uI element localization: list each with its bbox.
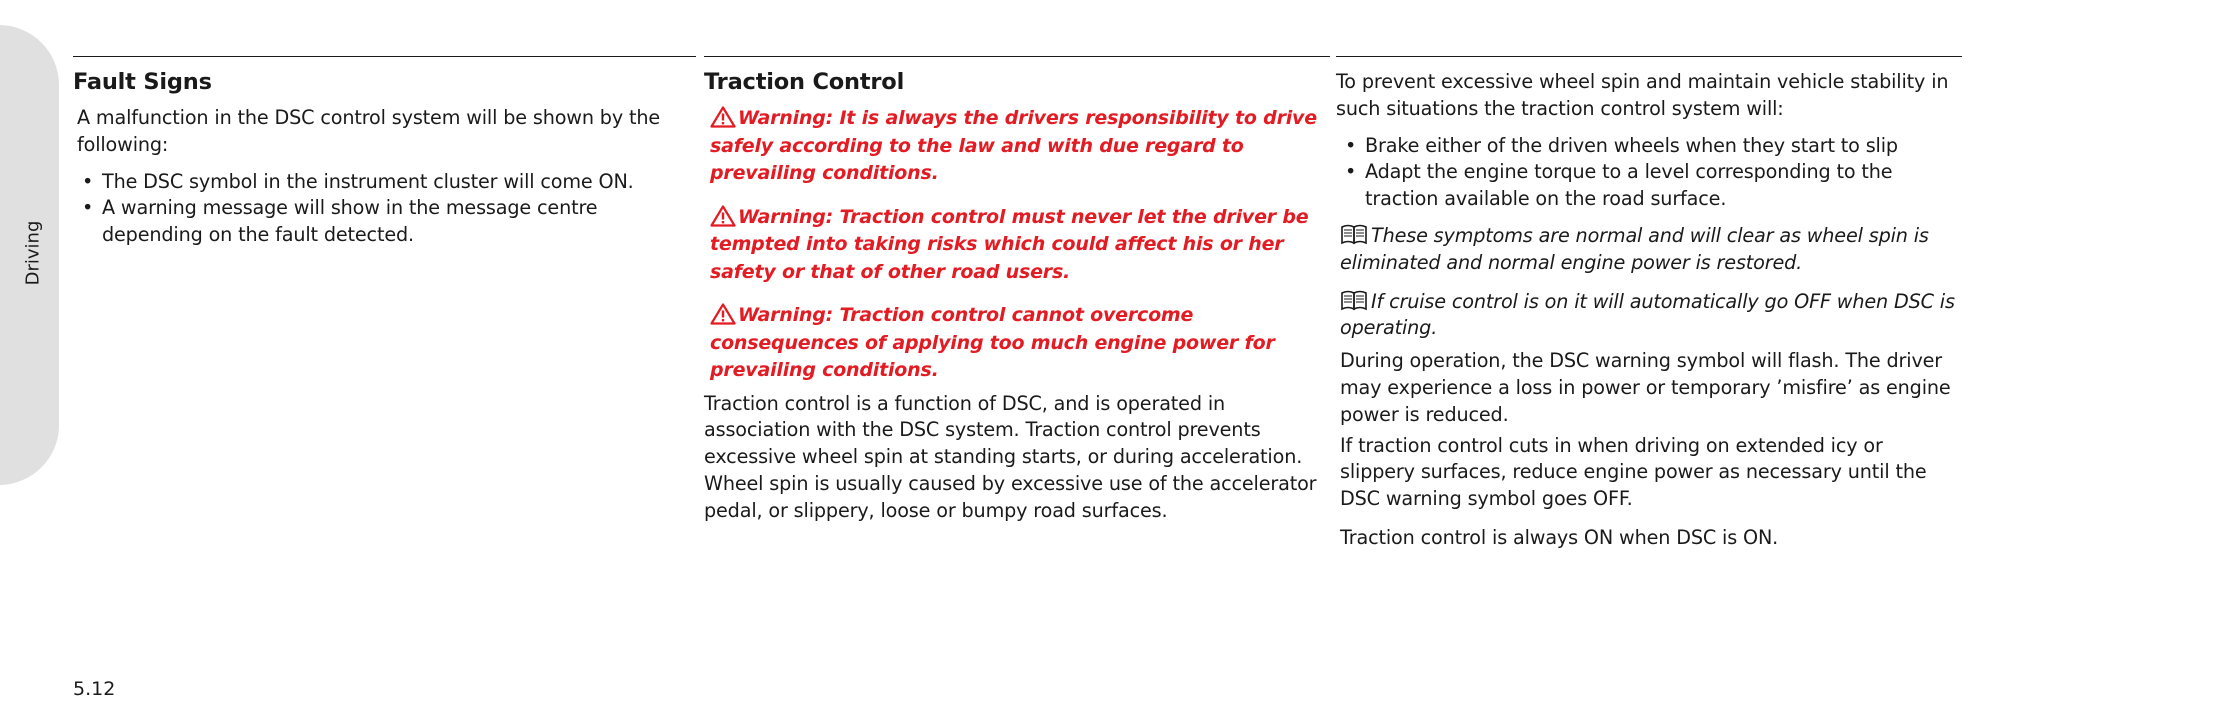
note-paragraph: If cruise control is on it will automatically go OFF when DSC is operating. bbox=[1340, 289, 1955, 340]
traction-actions-list bbox=[1340, 133, 1962, 213]
fault-signs-section bbox=[73, 56, 696, 259]
fault-signs-list bbox=[77, 169, 696, 249]
open-book-icon bbox=[1340, 289, 1368, 311]
note-paragraph: These symptoms are normal and will clear as wheel spin is eliminated and normal engine power is restored. bbox=[1340, 223, 1929, 274]
warning-triangle-icon bbox=[710, 303, 736, 325]
page-number: 5.12 bbox=[73, 678, 116, 700]
warning-triangle-icon bbox=[710, 106, 736, 128]
list-item: • Adapt the engine torque to a level corresponding to the traction available on the road surface. bbox=[1345, 160, 1893, 211]
traction-control-heading: Traction Control bbox=[704, 69, 905, 95]
list-item: • A warning message will show in the message centre depending on the fault detected. bbox=[82, 196, 598, 247]
traction-continued-section bbox=[1336, 56, 1962, 562]
warning-paragraph: Warning: Traction control cannot overcome consequences of applying too much engine power for prevailing conditions. bbox=[710, 304, 1275, 381]
warning-triangle-icon bbox=[710, 205, 736, 227]
icy-surface-paragraph: If traction control cuts in when driving on extended icy or slippery surfaces, reduce engine power as necessary until the DSC warning symbol goes OFF. bbox=[1340, 433, 1927, 511]
list-item: • The DSC symbol in the instrument cluster will come ON. bbox=[82, 169, 634, 193]
traction-continued-intro: To prevent excessive wheel spin and maintain vehicle stability in such situations the traction control system will: bbox=[1336, 70, 1949, 120]
fault-signs-intro: A malfunction in the DSC control system will be shown by the following: bbox=[77, 106, 661, 156]
warning-paragraph: Warning: Traction control must never let the driver be tempted into taking risks which could affect his or her safety or that of other road users. bbox=[710, 205, 1309, 283]
traction-control-body: Traction control is a function of DSC, and is operated in association with the DSC system. Traction control prevents excessive wheel spin at standing starts, or during acceleration. Wheel spin is usually caused by excessive use of the accelerator pedal, or slippery, loose or bumpy road surfaces. bbox=[704, 391, 1317, 522]
side-tab-label: Driving bbox=[22, 220, 44, 286]
operation-paragraph: During operation, the DSC warning symbol will flash. The driver may experience a loss in power or temporary ’misfire’ as engine power is reduced. bbox=[1340, 349, 1951, 426]
always-on-paragraph: Traction control is always ON when DSC is ON. bbox=[1340, 525, 1779, 549]
list-item: • Brake either of the driven wheels when they start to slip bbox=[1345, 133, 1898, 157]
open-book-icon bbox=[1340, 223, 1368, 245]
traction-control-section bbox=[704, 56, 1330, 534]
fault-signs-heading: Fault Signs bbox=[73, 69, 212, 95]
warning-paragraph: Warning: It is always the drivers responsibility to drive safely according to the law and with due regard to prevailing conditions. bbox=[710, 107, 1317, 184]
